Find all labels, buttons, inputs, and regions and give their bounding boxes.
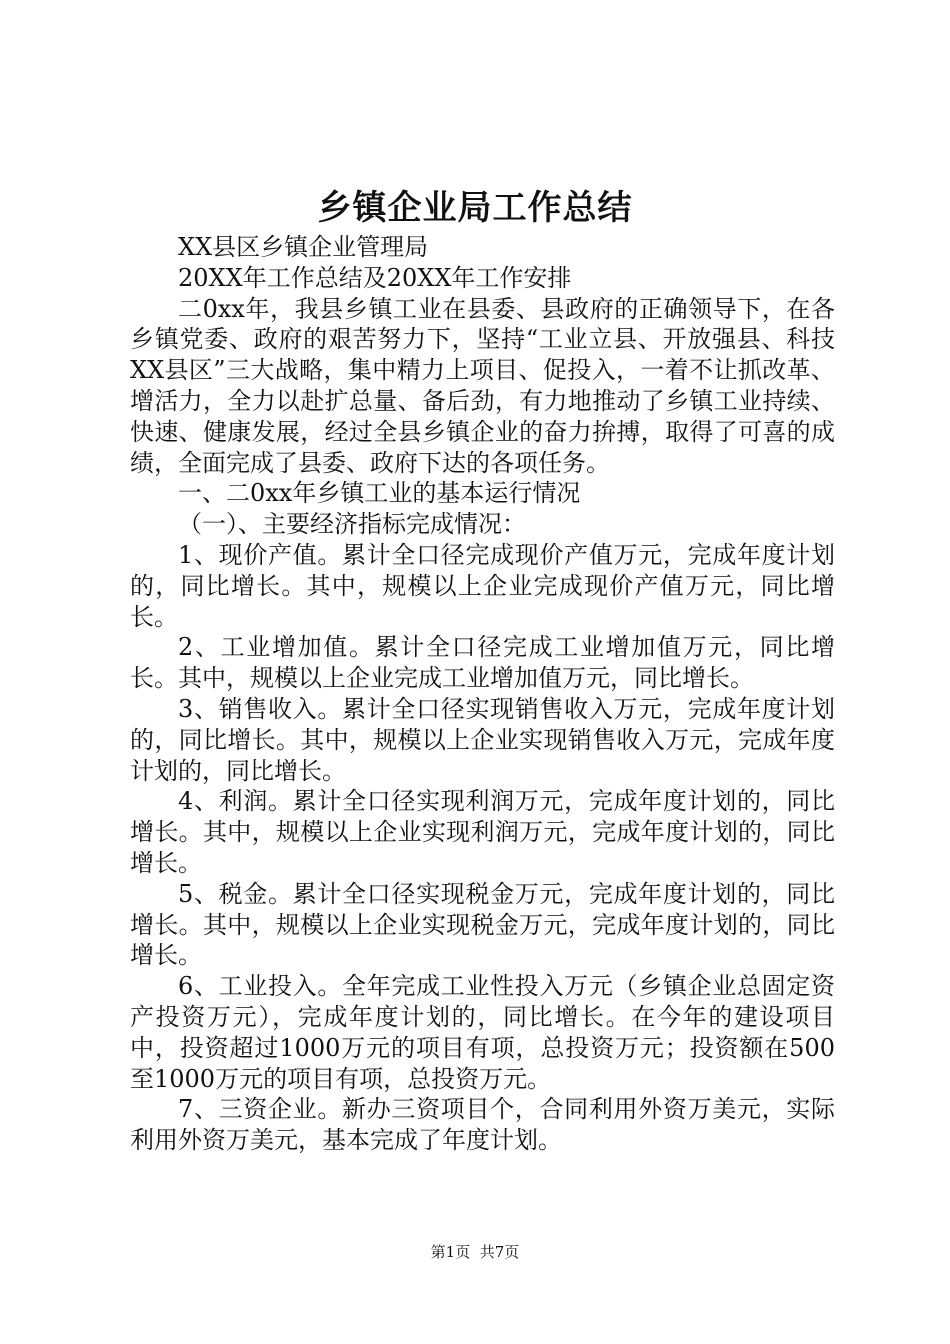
page-number: 第1页 [430, 1243, 471, 1261]
paragraph-subtitle: 20XX年工作总结及20XX年工作安排 [178, 263, 572, 292]
page-footer [0, 1242, 950, 1262]
paragraph-item-1: 1、现价产值。累计全口径完成现价产值万元，完成年度计划的，同比增长。其中，规模以上企业完成现价产值万元，同比增长。 [130, 540, 835, 631]
section-heading: 一、二0xx年乡镇工业的基本运行情况 [178, 479, 581, 508]
subsection-heading: （一）、主要经济指标完成情况： [178, 510, 526, 539]
footer-spacer [470, 1243, 480, 1261]
paragraph-item-5: 5、税金。累计全口径实现税金万元，完成年度计划的，同比增长。其中，规模以上企业实现税金万元，完成年度计划的，同比增长。 [130, 879, 835, 970]
paragraph-item-2: 2、工业增加值。累计全口径完成工业增加值万元，同比增长。其中，规模以上企业完成工业增加值万元，同比增长。 [130, 633, 835, 693]
page-total: 共7页 [479, 1243, 520, 1261]
document-body [130, 232, 835, 1156]
paragraph-organization: XX县区乡镇企业管理局 [178, 233, 429, 261]
paragraph-item-3: 3、销售收入。累计全口径实现销售收入万元，完成年度计划的，同比增长。其中，规模以上企业实现销售收入万元，完成年度计划的，同比增长。 [130, 694, 835, 785]
paragraph-item-4: 4、利润。累计全口径实现利润万元，完成年度计划的，同比增长。其中，规模以上企业实现利润万元，完成年度计划的，同比增长。 [130, 787, 835, 877]
document-title: 乡镇企业局工作总结 [317, 188, 633, 228]
paragraph-item-7: 7、三资企业。新办三资项目个，合同利用外资万美元，实际利用外资万美元，基本完成了年度计划。 [130, 1095, 835, 1155]
paragraph-intro: 二0xx年，我县乡镇工业在县委、县政府的正确领导下，在各乡镇党委、政府的艰苦努力下，坚持“工业立县、开放强县、科技XX县区”三大战略，集中精力上项目、促投入，一着不让抓改革、增活力，全力以赴扩总量、备后劲，有力地推动了乡镇工业持续、快速、健康发展，经过全县乡镇企业的奋力拚搏，取得了可喜的成绩，全面完成了县委、政府下达的各项任务。 [130, 294, 835, 477]
paragraph-item-6: 6、工业投入。全年完成工业性投入万元（乡镇企业总固定资产投资万元），完成年度计划的，同比增长。在今年的建设项目中，投资超过1000万元的项目有项，总投资万元；投资额在500至1000万元的项目有项，总投资万元。 [130, 972, 835, 1093]
